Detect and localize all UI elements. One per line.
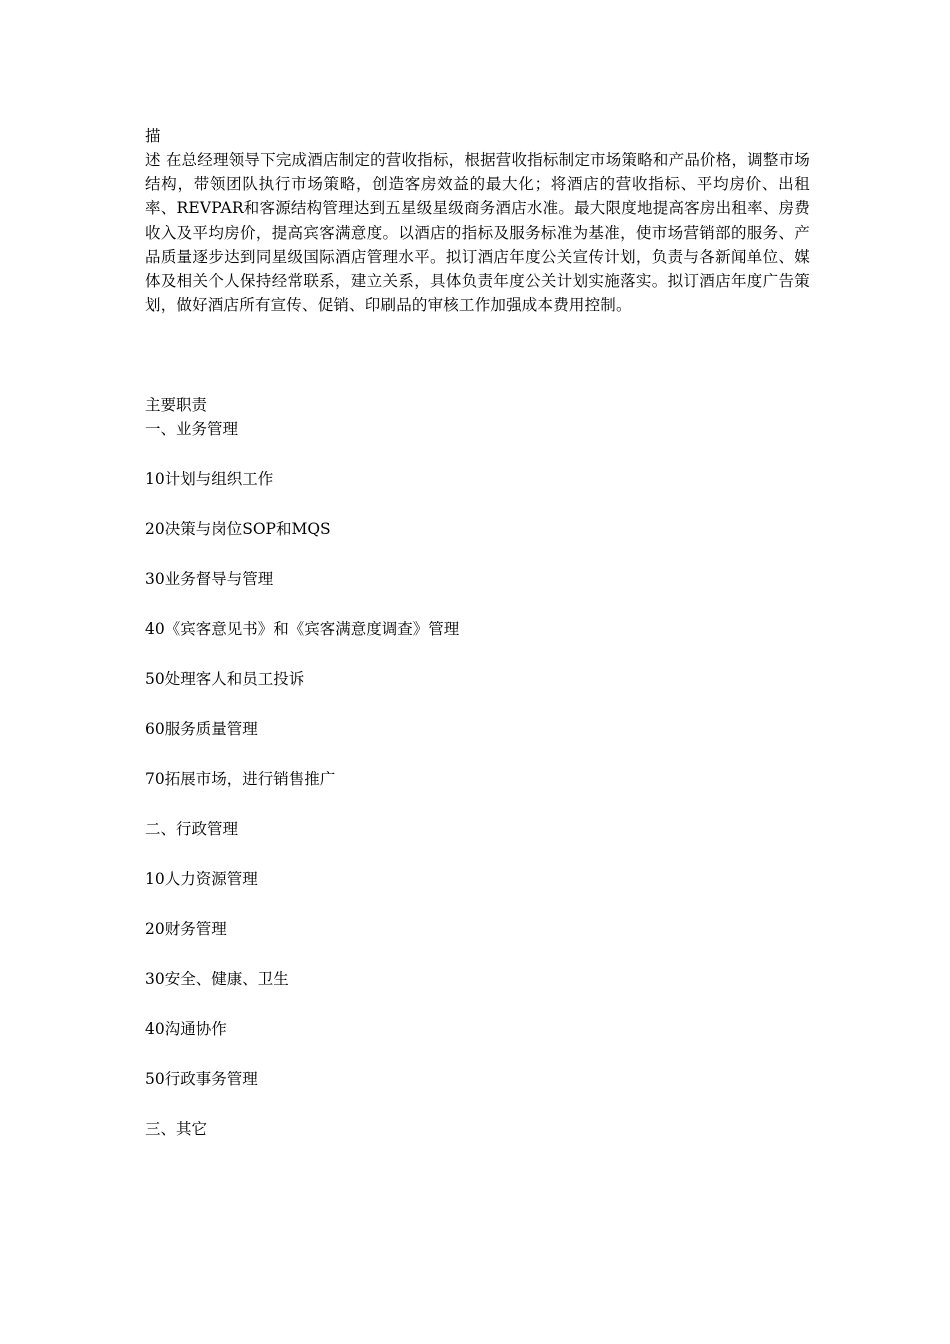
list-item: 10人力资源管理: [145, 870, 258, 889]
list-item: 30业务督导与管理: [145, 570, 274, 589]
section-heading-business: 一、业务管理: [145, 420, 239, 439]
list-item: 20决策与岗位SOP和MQS: [145, 520, 331, 539]
list-item: 40沟通协作: [145, 1020, 227, 1039]
list-item: 30安全、健康、卫生: [145, 970, 289, 989]
list-item: 50处理客人和员工投诉: [145, 670, 305, 689]
section-heading-admin: 二、行政管理: [145, 820, 239, 839]
list-item: 70拓展市场，进行销售推广: [145, 770, 336, 789]
list-item: 50行政事务管理: [145, 1070, 258, 1089]
duties-section: [145, 393, 810, 1141]
duties-title: 主要职责: [145, 396, 208, 415]
document-page: [145, 124, 810, 1141]
list-item: 60服务质量管理: [145, 720, 258, 739]
section-heading-other: 三、其它: [145, 1120, 208, 1139]
list-item: 40《宾客意见书》和《宾客满意度调查》管理: [145, 620, 460, 639]
list-item: 20财务管理: [145, 920, 227, 939]
list-item: 10计划与组织工作: [145, 470, 274, 489]
description-paragraph: 述 在总经理领导下完成酒店制定的营收指标，根据营收指标制定市场策略和产品价格，调整市场结构，带领团队执行市场策略，创造客房效益的最大化；将酒店的营收指标、平均房价、出租率、REVPAR和客源结构管理达到五星级星级商务酒店水准。最大限度地提高客房出租率、房费收入及平均房价，提高宾客满意度。以酒店的指标及服务标准为基准，使市场营销部的服务、产品质量逐步达到同星级国际酒店管理水平。拟订酒店年度公关宣传计划，负责与各新闻单位、媒体及相关个人保持经常联系，建立关系，具体负责年度公关计划实施落实。拟订酒店年度广告策划，做好酒店所有宣传、促销、印刷品的审核工作加强成本费用控制。: [145, 151, 810, 315]
description-label: 描: [145, 127, 161, 145]
